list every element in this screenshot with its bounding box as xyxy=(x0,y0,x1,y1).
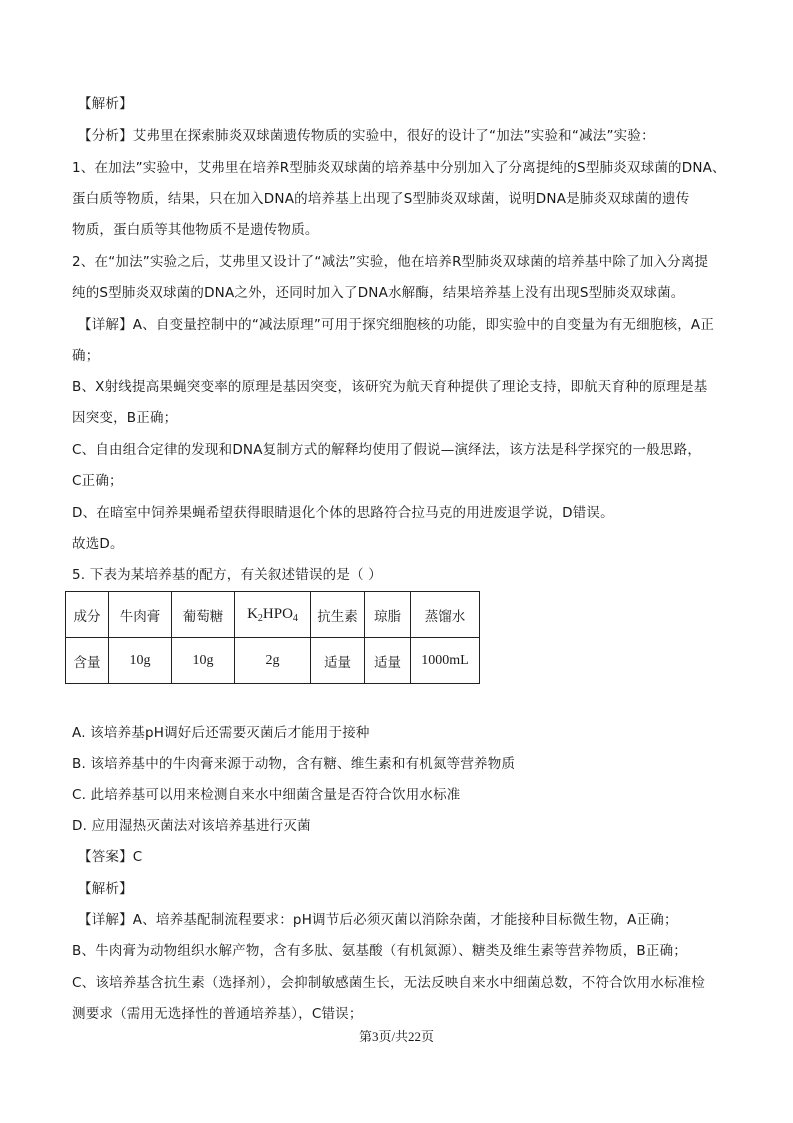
analysis-point-1-line-3: 物质，蛋白质等其他物质不是遗传物质。 xyxy=(72,222,319,238)
analysis-paragraph: 【分析】艾弗里在探索肺炎双球菌遗传物质的实验中，很好的设计了“加法”实验和“减法”实验： xyxy=(78,128,655,144)
table-header-cell: 抗生素 xyxy=(311,592,365,638)
formula-hpo: HPO xyxy=(262,605,293,622)
table-cell: 适量 xyxy=(311,638,365,684)
table-header-cell: 葡萄糖 xyxy=(172,592,235,638)
detail-d-line: D、在暗室中饲养果蝇希望获得眼睛退化个体的思路符合拉马克的用进废退学说，D错误。 xyxy=(72,505,614,521)
formula-hpo-subscript: 4 xyxy=(292,612,298,624)
option-b: B. 该培养基中的牛肉膏来源于动物，含有糖、维生素和有机氮等营养物质 xyxy=(72,756,516,772)
table-cell: 10g xyxy=(109,638,172,684)
answer-detail-c-line-2: 测要求（需用无选择性的普通培养基），C错误； xyxy=(72,1006,363,1022)
chemical-formula xyxy=(247,606,298,622)
page-number-footer: 第3页/共22页 xyxy=(358,1029,435,1044)
detail-b-line-2: 因突变，B正确； xyxy=(72,410,178,426)
analysis-point-1-line-2: 蛋白质等物质，结果，只在加入DNA的培养基上出现了S型肺炎双球菌，说明DNA是肺炎双球菌的遗传 xyxy=(72,191,690,207)
table-row xyxy=(66,638,480,684)
answer-detail-c-line-1: C、该培养基含抗生素（选择剂），会抑制敏感菌生长，无法反映自来水中细菌总数，不符合饮用水标准检 xyxy=(72,975,706,991)
answer-label: 【答案】C xyxy=(78,849,143,865)
detail-c-line-1: C、自由组合定律的发现和DNA复制方式的解释均使用了假说—演绎法，该方法是科学探究的一般思路， xyxy=(72,442,702,458)
question-5-stem: 5. 下表为某培养基的配方，有关叙述错误的是（ ） xyxy=(72,567,382,583)
formula-k: K xyxy=(247,605,258,622)
option-d: D. 应用湿热灭菌法对该培养基进行灭菌 xyxy=(72,818,311,834)
answer-detail-b: B、牛肉膏为动物组织水解产物，含有多肽、氨基酸（有机氮源）、糖类及维生素等营养物质，B正确； xyxy=(72,943,687,959)
detail-b-line-1: B、X射线提高果蝇突变率的原理是基因突变，该研究为航天育种提供了理论支持，即航天育种的原理是基 xyxy=(72,379,708,395)
choice-conclusion: 故选D。 xyxy=(72,536,124,552)
analysis-point-1-line-1: 1、在加法”实验中，艾弗里在培养R型肺炎双球菌的培养基中分别加入了分离提纯的S型肺炎双球菌的DNA、 xyxy=(72,160,726,176)
table-cell: 2g xyxy=(235,638,311,684)
table-cell: 适量 xyxy=(365,638,411,684)
table-cell: 10g xyxy=(172,638,235,684)
table-row xyxy=(66,592,480,638)
option-a: A. 该培养基pH调好后还需要灭菌后才能用于接种 xyxy=(72,725,370,741)
formula-k-subscript: 2 xyxy=(257,612,263,624)
detail-a-line-1: 【详解】A、自变量控制中的“减法原理”可用于探究细胞核的功能，即实验中的自变量为有无细胞核，A正 xyxy=(78,317,715,333)
option-c: C. 此培养基可以用来检测自来水中细菌含量是否符合饮用水标准 xyxy=(72,787,461,803)
table-header-cell: 成分 xyxy=(66,592,109,638)
section-label-analysis-2: 【解析】 xyxy=(78,881,133,897)
section-label-analysis: 【解析】 xyxy=(78,96,133,112)
table-cell: 含量 xyxy=(66,638,109,684)
table-header-cell: 牛肉膏 xyxy=(109,592,172,638)
table-header-cell-formula xyxy=(235,592,311,638)
analysis-point-2-line-1: 2、在“加法”实验之后，艾弗里又设计了“减法”实验，他在培养R型肺炎双球菌的培养基中除了加入分离提 xyxy=(72,254,709,270)
detail-c-line-2: C正确； xyxy=(72,473,123,489)
medium-recipe-table xyxy=(65,591,480,684)
table-header-cell: 琼脂 xyxy=(365,592,411,638)
analysis-point-2-line-2: 纯的S型肺炎双球菌的DNA之外，还同时加入了DNA水解酶，结果培养基上没有出现S型肺炎双球菌。 xyxy=(72,285,685,301)
table-cell: 1000mL xyxy=(411,638,480,684)
answer-detail-a: 【详解】A、培养基配制流程要求：pH调节后必须灭菌以消除杂菌，才能接种目标微生物，A正确； xyxy=(78,912,678,928)
table-header-cell: 蒸馏水 xyxy=(411,592,480,638)
detail-a-line-2: 确； xyxy=(72,348,100,364)
